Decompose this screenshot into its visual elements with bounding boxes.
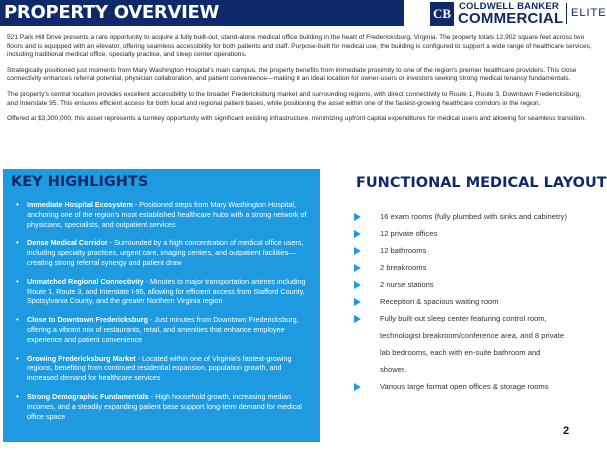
key-highlights-panel <box>3 169 320 442</box>
highlight-heading: Strong Demographic Fundamentals <box>27 391 149 401</box>
highlight-item <box>13 315 309 344</box>
highlight-text: - High household growth, increasing median incomes, and a steadily expanding patient base support long-term demand for medical office space <box>27 391 302 421</box>
functional-layout-title: FUNCTIONAL MEDICAL LAYOUT <box>356 175 607 191</box>
bullet-icon: • <box>16 200 19 209</box>
layout-item <box>354 208 598 225</box>
logo-divider <box>566 3 567 24</box>
highlight-text: - Positioned steps from Mary Washington Hospital, anchoring one of the region's most established healthcare hubs with a strong network of physicians, specialists, and outpatient services <box>27 200 307 229</box>
intro-paragraph: 521 Park Hill Drive presents a rare opportunity to acquire a fully built-out, stand-alone medical office building in the heart of Fredericksburg, Virginia. The property totals 12,902 square feet across two floors and is equipped with an elevator, offering seamless accessibility for both patients and staff. Purpose-built for medical use, the building is configured to support a wide range of healthcare services, including traditional medical office, specialty practice, and sleep center operations. <box>7 34 592 59</box>
page-title: PROPERTY OVERVIEW <box>4 2 220 23</box>
layout-item <box>354 259 598 276</box>
bullet-icon: • <box>16 276 19 286</box>
bullet-icon: • <box>16 391 19 401</box>
layout-item-text: 2 nurse stations <box>380 280 434 289</box>
highlight-item <box>13 277 309 306</box>
bullet-icon: • <box>16 238 19 248</box>
layout-item-text: 16 exam rooms (fully plumbed with sinks and cabinetry) <box>380 212 567 221</box>
highlight-text: - Located within one of Virginia's fastest-growing regions, benefiting from continued residential expansion, population growth, and increased demand for healthcare services <box>27 353 292 383</box>
layout-item-text: Various large format open offices & storage rooms <box>380 382 549 391</box>
layout-item <box>354 378 598 395</box>
functional-layout-list <box>354 208 598 395</box>
key-highlights-list <box>13 200 309 430</box>
layout-item-text: 2 breakrooms <box>380 263 427 272</box>
arrow-bullet-icon <box>354 264 361 272</box>
logo-tier: ELITE <box>571 7 607 19</box>
arrow-bullet-icon <box>354 315 361 323</box>
layout-item-text: technologist breakroom/conference area, and 8 private <box>380 331 565 340</box>
layout-item-text: 12 bathrooms <box>380 246 427 255</box>
layout-item-text: lab bedrooms, each with en-suite bathroom and <box>380 348 541 357</box>
layout-item <box>354 242 598 259</box>
arrow-bullet-icon <box>354 383 361 391</box>
page-number: 2 <box>563 425 570 437</box>
highlight-item <box>13 392 309 421</box>
bullet-icon: • <box>16 353 19 363</box>
highlight-heading: Dense Medical Corridor <box>27 238 108 248</box>
highlight-text: - Surrounded by a high concentration of medical office users, including specialty practices, urgent care, imaging centers, and outpatient facilities—creating strong referral synergy and patient draw <box>27 238 304 267</box>
intro-paragraph: Offered at $3,300,000, this asset represents a turnkey opportunity with significant existing infrastructure, minimizing upfront capital expenditures for medical users and allowing for seamless transition. <box>7 115 586 123</box>
highlight-heading: Close to Downtown Fredericksburg <box>27 315 149 325</box>
highlight-heading: Unmatched Regional Connectivity <box>27 276 144 286</box>
intro-paragraph: The property's central location provides excellent accessibility to the broader Fredericksburg market and surrounding regions, with direct connectivity to Route 1, Route 3, Downtown Fredericksburg, and Interstate 95. This ensures efficient access for both local and regional patient bases, while positioning the asset within one of the fastest-growing healthcare corridors in the region. <box>7 90 582 107</box>
arrow-bullet-icon <box>354 281 361 289</box>
layout-item-text: 12 private offices <box>380 229 438 238</box>
logo-mark-icon: CB <box>430 2 454 26</box>
highlight-item <box>13 354 309 383</box>
highlight-text: - Just minutes from Downtown Fredericksburg, offering a vibrant mix of restaurants, retail, and amenities that enhance employee experience and patient convenience <box>27 315 299 344</box>
highlight-heading: Growing Fredericksburg Market <box>27 353 136 363</box>
layout-item <box>354 310 598 378</box>
arrow-bullet-icon <box>354 247 361 255</box>
layout-item <box>354 225 598 242</box>
layout-item <box>354 276 598 293</box>
key-highlights-title: KEY HIGHLIGHTS <box>11 174 149 190</box>
highlight-item <box>13 200 309 229</box>
highlight-heading: Immediate Hospital Ecosystem <box>27 200 133 209</box>
bullet-icon: • <box>16 315 19 325</box>
layout-item-text: Reception & spacious waiting room <box>380 297 499 306</box>
logo-line-1: COLDWELL BANKER <box>459 1 559 12</box>
arrow-bullet-icon <box>354 213 361 221</box>
logo-line-2: COMMERCIAL <box>458 10 564 27</box>
title-bar <box>0 0 404 26</box>
brand-logo <box>430 0 607 30</box>
layout-item-text: Fully built-out sleep center featuring control room, <box>380 314 547 323</box>
intro-paragraph: Strategically positioned just moments from Mary Washington Hospital's main campus, the property benefits from immediate proximity to one of the region's premier healthcare providers. This close connectivity enhances referral potential, physician collaboration, and patient convenience—making it an ideal location for owner-users or investors seeking strong medical tenancy fundamentals. <box>7 66 577 83</box>
highlight-item <box>13 238 309 267</box>
intro-text <box>7 34 592 131</box>
layout-item-text: shower. <box>380 365 407 374</box>
highlight-text: - Minutes to major transportation arteries including Route 1, Route 3, and Interstate I-95, allowing for efficient access from Stafford County, Spotsylvania County, and the greater Northern Virginia region <box>27 276 306 306</box>
arrow-bullet-icon <box>354 230 361 238</box>
arrow-bullet-icon <box>354 298 361 306</box>
layout-item <box>354 293 598 310</box>
